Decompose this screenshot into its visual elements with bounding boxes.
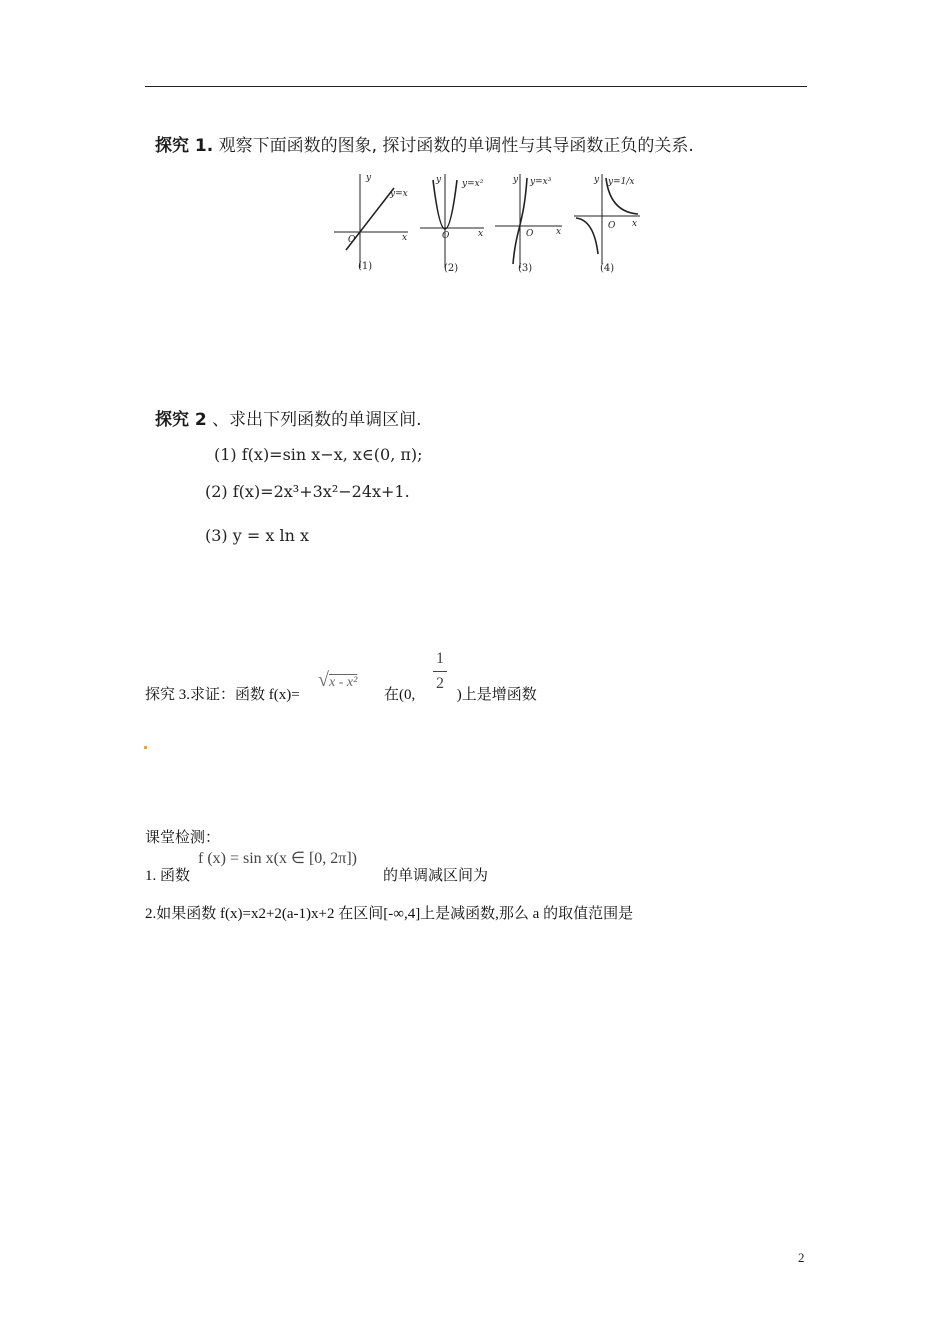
- svg-text:y: y: [594, 175, 600, 185]
- check-q1-prefix: 1. 函数: [145, 868, 191, 884]
- section-2-heading: [155, 405, 422, 430]
- graph-4-caption: (4): [600, 263, 615, 274]
- svg-text:O: O: [608, 221, 616, 231]
- svg-text:O: O: [442, 231, 450, 241]
- svg-text:O: O: [526, 229, 534, 239]
- svg-text:y: y: [436, 175, 442, 185]
- radical-sign: √: [318, 669, 329, 691]
- fraction-one-half: [433, 650, 447, 693]
- check-q1-formula: f (x) = sin x(x ∈ [0, 2π]): [198, 850, 358, 867]
- graph-4: [574, 174, 640, 274]
- graph-1-caption: (1): [358, 261, 373, 272]
- graph-1-label: y=x: [390, 189, 408, 199]
- svg-text:y: y: [366, 173, 372, 183]
- sqrt-radicand: x - x²: [328, 675, 358, 690]
- graph-2: [420, 174, 484, 274]
- section-2-item-3: (3) y = x ln x: [205, 526, 310, 545]
- sqrt-expression: [318, 669, 357, 692]
- fraction-denominator: 2: [436, 675, 444, 692]
- function-graphs-svg: [332, 168, 644, 280]
- section-1-label: 探究 1.: [155, 136, 214, 156]
- graph-3-label: y=x³: [530, 177, 552, 187]
- svg-text:x: x: [478, 229, 484, 239]
- function-graphs-figure: [332, 168, 644, 280]
- section-1-heading: [155, 131, 694, 156]
- svg-text:x: x: [556, 227, 562, 237]
- section-3-text-c: )上是增函数: [456, 687, 537, 703]
- fraction-bar: [433, 671, 447, 672]
- graph-2-caption: (2): [444, 263, 459, 274]
- svg-text:x: x: [402, 233, 408, 243]
- check-q2: 2.如果函数 f(x)=x2+2(a-1)x+2 在区间[-∞,4]上是减函数,那么 a 的取值范围是: [145, 906, 634, 922]
- section-1-text: 观察下面函数的图象, 探讨函数的单调性与其导函数正负的关系.: [218, 136, 694, 156]
- section-2-text: 、求出下列函数的单调区间.: [212, 410, 422, 430]
- section-3-text-a: 探究 3.求证：函数 f(x)=: [145, 687, 300, 703]
- section-2-item-2: (2) f(x)=2x³+3x²−24x+1.: [205, 482, 410, 501]
- graph-3: [495, 174, 562, 274]
- page-number: 2: [798, 1250, 805, 1265]
- section-3-interval-start: 在(0,: [384, 687, 416, 703]
- check-title: 课堂检测：: [145, 830, 221, 846]
- graph-1: [334, 173, 408, 272]
- graph-3-caption: (3): [518, 263, 533, 274]
- section-2-item-1: (1) f(x)=sin x−x, x∈(0, π);: [214, 445, 423, 464]
- section-3-text-b: [384, 683, 537, 704]
- svg-text:x: x: [632, 219, 638, 229]
- graph-2-label: y=x²: [462, 179, 484, 189]
- svg-text:O: O: [348, 235, 356, 245]
- stray-mark: [144, 746, 147, 749]
- graph-4-label: y=1/x: [608, 177, 635, 187]
- section-2-label: 探究 2: [155, 410, 207, 430]
- fraction-numerator: 1: [436, 650, 444, 667]
- svg-text:y: y: [513, 175, 519, 185]
- header-rule: [145, 86, 807, 87]
- check-q1-suffix: 的单调减区间为: [383, 868, 489, 884]
